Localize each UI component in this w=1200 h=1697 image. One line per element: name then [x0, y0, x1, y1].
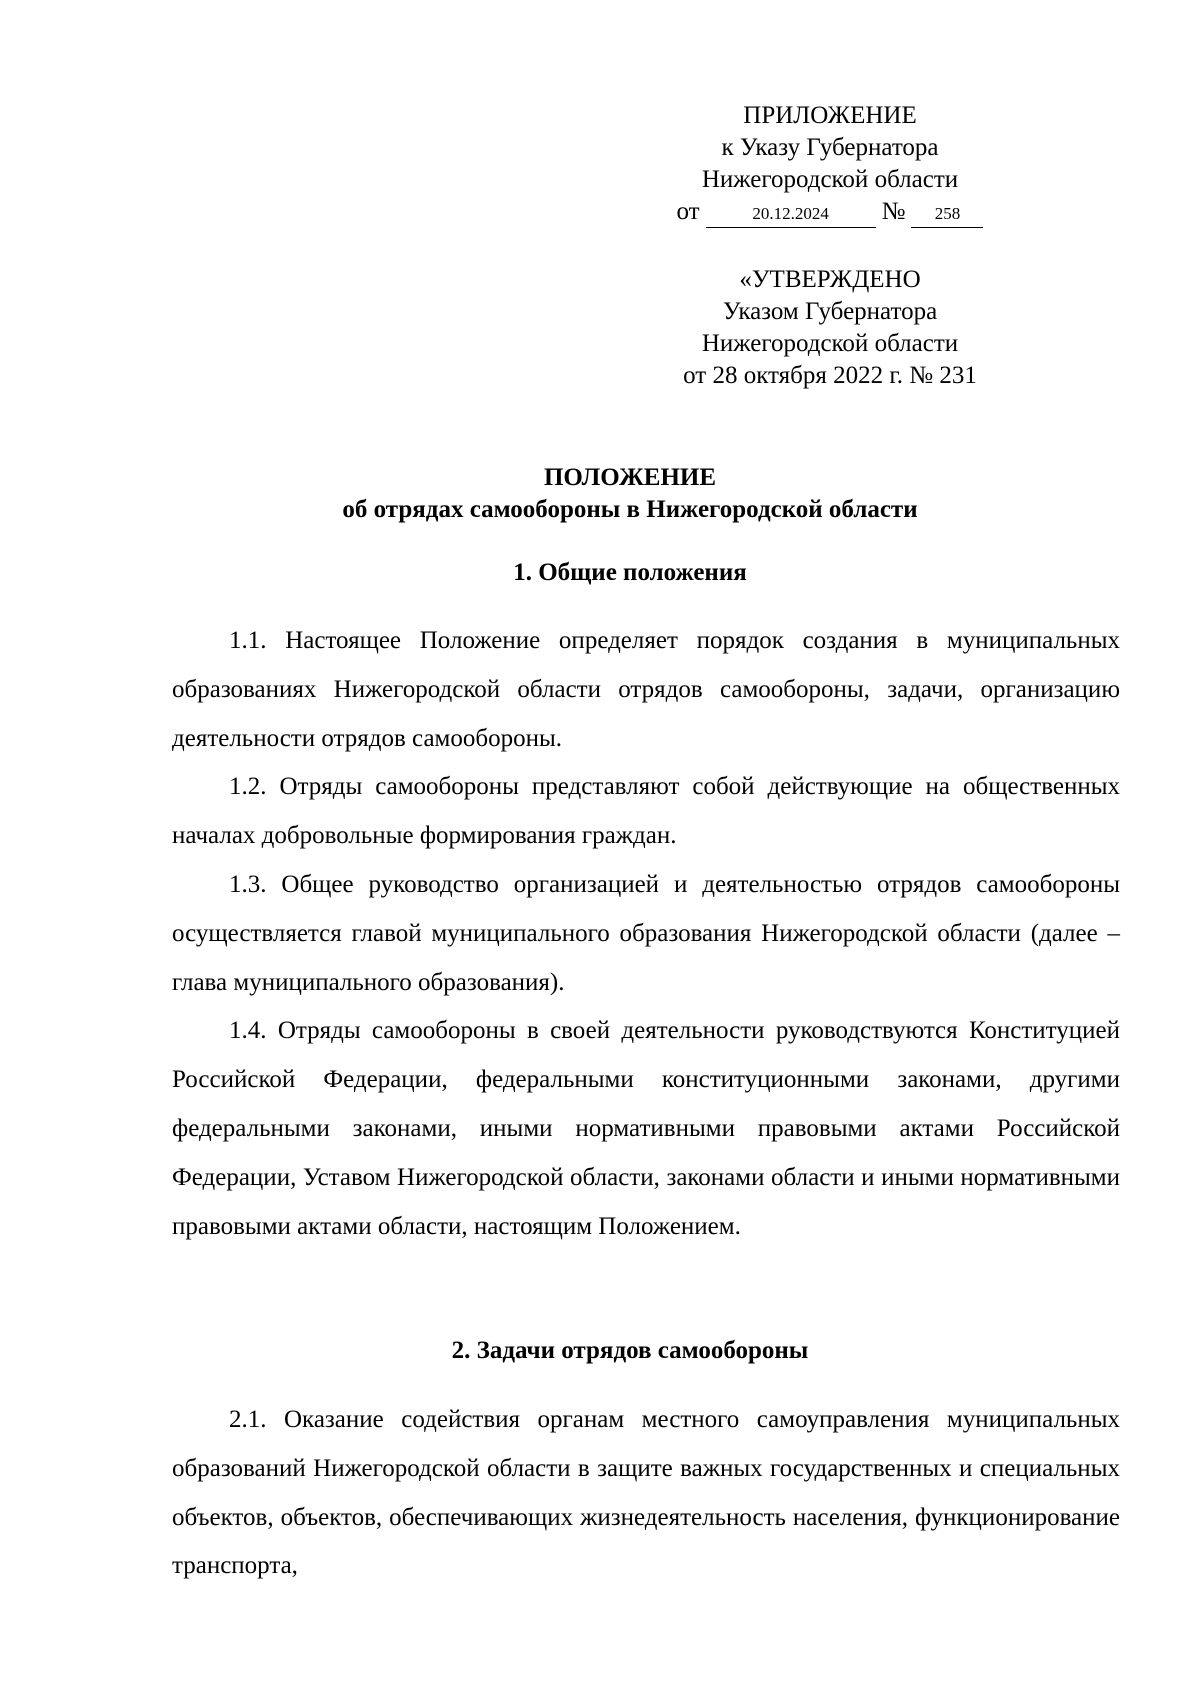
- decree-number-field: 258: [911, 203, 983, 228]
- approved-region-line: Нижегородской области: [701, 330, 959, 357]
- appendix-region-line: Нижегородской области: [701, 166, 959, 193]
- paragraph-1-4: 1.4. Отряды самообороны в своей деятельности руководствуются Конституцией Российской Федерации, федеральными конституционными законами, другими федеральными законами, иными нормативными правовыми актами Российской Федерации, Уставом Нижегородской области, законами области и иными нормативными правовыми актами области, настоящим Положением.: [172, 1017, 1120, 1240]
- appendix-decree-line: к Указу Губернатора: [721, 134, 939, 161]
- document-title: ПОЛОЖЕНИЕ: [543, 464, 717, 491]
- paragraph-1-3: 1.3. Общее руководство организацией и деятельностью отрядов самообороны осуществляется главой муниципального образования Нижегородской области (далее – глава муниципального образования).: [172, 870, 1120, 996]
- approved-decree-line: Указом Губернатора: [722, 298, 938, 325]
- appendix-title: ПРИЛОЖЕНИЕ: [743, 102, 917, 129]
- date-prefix: от: [676, 198, 700, 225]
- number-sign: №: [881, 198, 906, 225]
- section-1-heading: 1. Общие положения: [513, 559, 747, 586]
- approved-title: «УТВЕРЖДЕНО: [739, 266, 921, 293]
- appendix-date-line: [620, 196, 1040, 228]
- paragraph-2-1: 2.1. Оказание содействия органам местного самоуправления муниципальных образований Нижегородской области в защите важных государственных и специальных объектов, объектов, обеспечивающих жизнедеятельность населения, функционирование транспорта,: [172, 1406, 1120, 1580]
- paragraph-1-1: 1.1. Настоящее Положение определяет порядок создания в муниципальных образованиях Нижегородской области отрядов самообороны, задачи, организацию деятельности отрядов самообороны.: [172, 627, 1120, 752]
- approved-block: [620, 264, 1040, 392]
- paragraph-1-2: 1.2. Отряды самообороны представляют собой действующие на общественных началах добровольные формирования граждан.: [172, 773, 1120, 850]
- section-2-body: [172, 1396, 1120, 1591]
- appendix-block: [620, 100, 1040, 228]
- section-1-body: [172, 617, 1120, 1251]
- approved-date-line: от 28 октября 2022 г. № 231: [683, 362, 977, 389]
- section-2-heading: 2. Задачи отрядов самообороны: [451, 1337, 809, 1364]
- decree-date-field: 20.12.2024: [706, 203, 876, 228]
- document-subtitle: об отрядах самообороны в Нижегородской области: [342, 496, 918, 523]
